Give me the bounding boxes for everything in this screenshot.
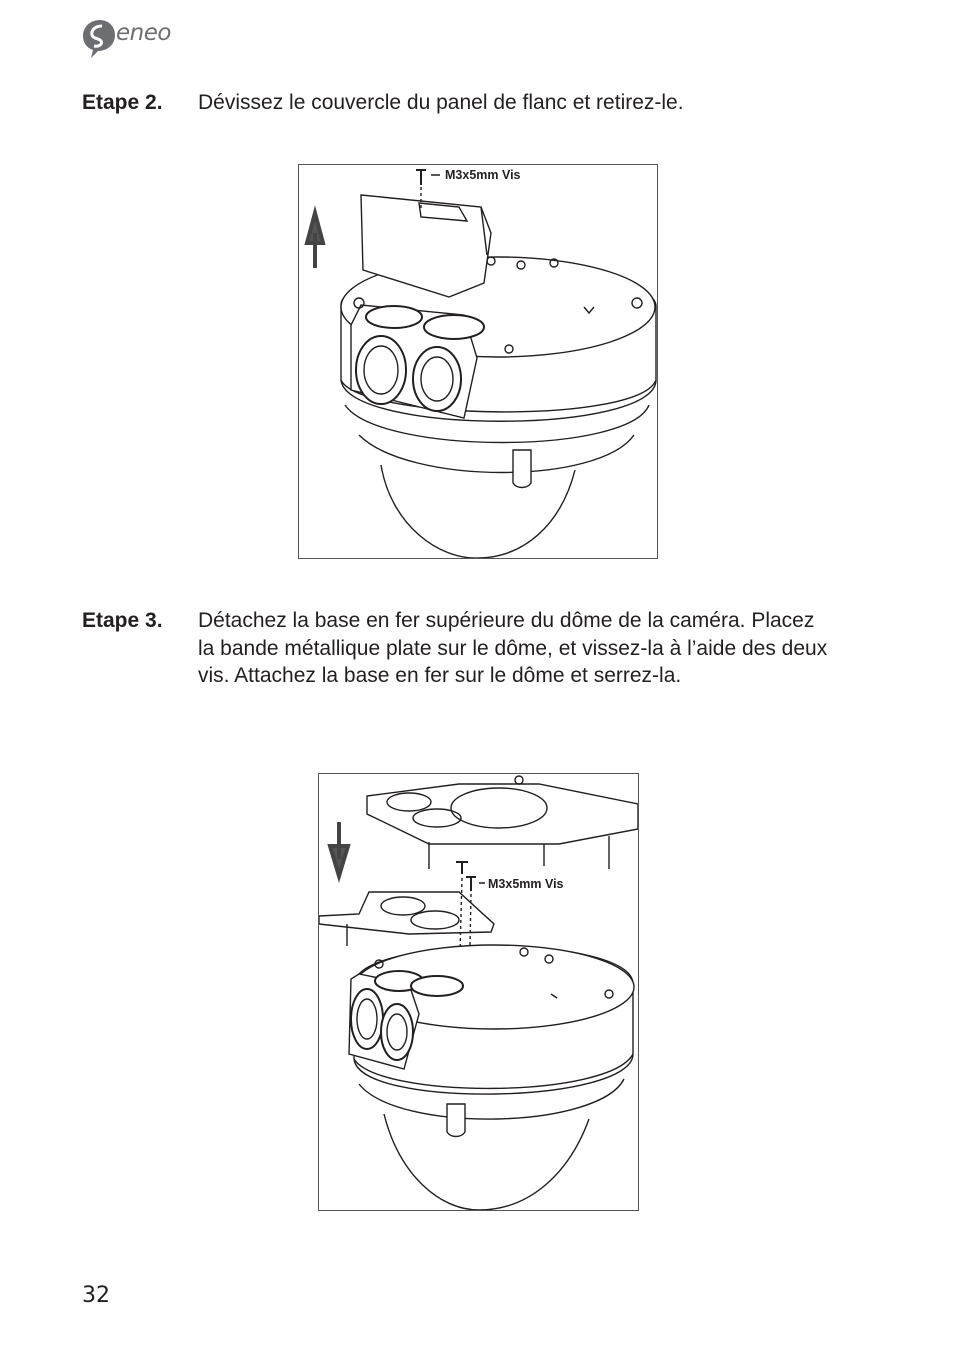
step-label: Etape 2. [82,91,163,114]
figure-callout: M3x5mm Vis [488,877,564,891]
brand-name: eneo [116,20,171,46]
up-arrow-icon [307,213,323,268]
step-label: Etape 3. [82,609,163,632]
eneo-logo-icon [80,16,120,60]
figure-remove-side-cover [298,164,658,559]
figure-attach-metal-plate [318,773,639,1211]
dome-camera-illustration [299,165,657,558]
dome-camera-base-illustration [319,774,638,1210]
step-text: Détachez la base en fer supérieure du dôme de la caméra. Placez la bande métallique plate sur le dôme, et vissez-la à l’aide des deux vis. Attachez la base en fer sur le dôme et serrez-la. [198,609,828,687]
down-arrow-icon [330,822,348,876]
page-number: 32 [82,1283,110,1308]
step-text: Dévissez le couvercle du panel de flanc et retirez-le. [198,91,684,114]
figure-callout: M3x5mm Vis [445,168,521,182]
